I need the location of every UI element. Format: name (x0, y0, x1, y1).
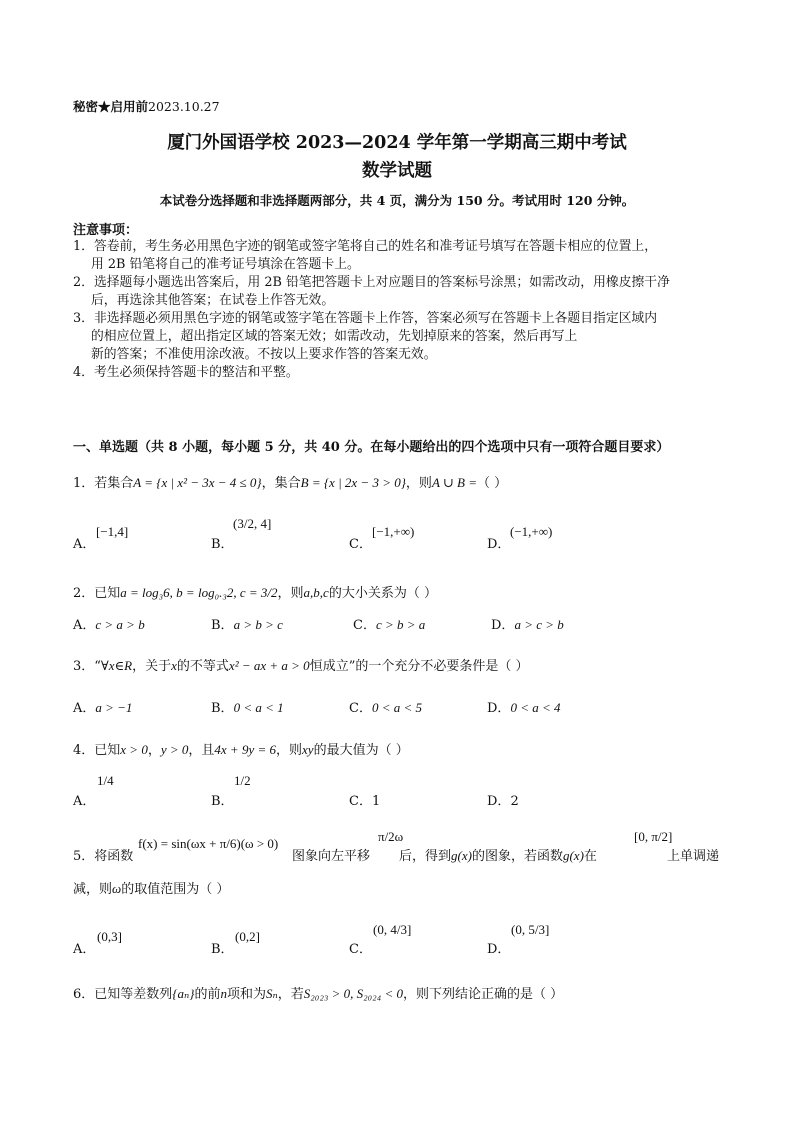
q-math: g(x) (562, 848, 584, 863)
q-text: 项和为 (226, 987, 266, 1002)
q-text: 恒成立”的一个充分不必要条件是（ ） (309, 659, 529, 674)
q-math: a,b,c (303, 585, 329, 600)
q-text: 6．已知等差数列 (73, 987, 173, 1002)
option-value: 2 (510, 794, 519, 809)
question-4 (73, 739, 409, 758)
question-2 (73, 582, 437, 601)
exam-title: 厦门外国语学校 2023—2024 学年第一学期高三期中考试 (167, 133, 627, 153)
notice-line: 2．选择题每小题选出答案后，用 2B 铅笔把答题卡上对应题目的答案标号涂黑；如需改动，用橡皮擦干净 (73, 275, 670, 290)
q5-shift: π/2ω (378, 829, 404, 844)
option-a-value: (0,3] (97, 929, 122, 944)
option-label: D． (487, 537, 511, 552)
q-text: 的最大值为（ ） (313, 743, 409, 758)
option-b-value: (0,2] (235, 929, 260, 944)
option-a (73, 614, 145, 633)
q-math: x² − ax + a > 0 (228, 658, 310, 673)
option-b-value: 1/2 (234, 773, 251, 788)
option-label: B． (211, 942, 234, 957)
option-label: A． (73, 794, 96, 809)
option-c-value: [−1,+∞) (372, 524, 415, 539)
q-math: S₂₀₂₃ > 0, S₂₀₂₄ < 0 (303, 986, 403, 1001)
secret-text: 秘密★启用前 (73, 99, 149, 114)
q-math: y > 0 (160, 742, 189, 757)
section-heading: 一、单选题（共 8 小题，每小题 5 分，共 40 分。在每小题给出的四个选项中只有一项符合题目要求） (73, 440, 670, 455)
notice-heading: 注意事项： (73, 223, 139, 238)
secret-label (73, 97, 220, 115)
option-label: A． (73, 942, 96, 957)
notice-line: 4．考生必须保持答题卡的整洁和平整。 (73, 365, 299, 380)
q-text: 上单调递 (667, 849, 720, 864)
q-text: 后，得到 (399, 849, 452, 864)
option-label: C． (349, 942, 372, 957)
option-label: A． (73, 537, 96, 552)
option-value: 0 < a < 1 (233, 700, 284, 715)
q-math: x (171, 658, 177, 673)
q-text: 图象向左平移 (292, 849, 371, 864)
q5-text-mono (667, 845, 719, 864)
option-label: B． (211, 537, 234, 552)
q-math: B = {x | 2x − 3 > 0} (300, 475, 406, 490)
exam-date: 2023.10.27 (148, 99, 220, 114)
notice-line: 1．答卷前，考生务必用黑色字迹的钢笔或签字笔将自己的姓名和准考证号填写在答题卡相应的位置上， (73, 239, 658, 254)
option-value: 0 < a < 5 (371, 700, 422, 715)
option-value: a > c > b (514, 617, 564, 632)
option-value: a > −1 (95, 700, 133, 715)
notice-line: 新的答案；不准使用涂改液。不按以上要求作答的答案无效。 (91, 347, 437, 362)
option-d (491, 614, 564, 633)
q-math: n (220, 986, 227, 1001)
q5-interval: [0, π/2] (634, 829, 673, 844)
q-text: 的取值范围为（ ） (121, 882, 230, 897)
q-math: g(x) (451, 848, 472, 863)
option-label: D． (487, 942, 511, 957)
option-c (349, 790, 380, 809)
option-a (73, 697, 132, 716)
option-b (211, 938, 234, 957)
q-text: ，则 (276, 743, 303, 758)
option-c (349, 697, 422, 716)
option-label: D． (487, 794, 511, 809)
option-c-value: (0, 4/3] (373, 922, 412, 937)
option-c (353, 614, 425, 633)
notice-item (73, 238, 733, 382)
q-text: ， (147, 743, 161, 758)
option-d (487, 938, 510, 957)
q5-text-shift (292, 845, 370, 864)
option-a (73, 533, 95, 552)
notice-line: 3．非选择题必须用黑色字迹的钢笔或签字笔在答题卡上作答，答案必须写在答题卡上各题目指定区域内 (73, 311, 658, 326)
option-label: B． (211, 794, 234, 809)
q-math: Sₙ (265, 986, 278, 1001)
option-a (73, 790, 95, 809)
question-6 (73, 983, 563, 1002)
option-d-value: (0, 5/3] (511, 922, 550, 937)
option-label: B． (211, 701, 234, 716)
option-d-value: (−1,+∞) (510, 524, 553, 539)
q-math: A ∪ B = (431, 475, 477, 490)
q-math: A = {x | x² − 3x − 4 ≤ 0} (133, 475, 262, 490)
option-label: A． (73, 618, 96, 633)
q-text: 减，则 (73, 882, 113, 897)
q-text: ，且 (188, 743, 215, 758)
notice-line: 的相应位置上，超出指定区域的答案无效；如需改动，先划掉原来的答案，然后再写上 (91, 329, 578, 344)
q-math: x > 0 (120, 742, 148, 757)
q-text: ，则下列结论正确的是（ ） (402, 987, 564, 1002)
q-math: ω (112, 881, 122, 896)
q-text: ，集合 (261, 476, 301, 491)
option-a-value: 1/4 (97, 773, 114, 788)
notice-line: 后，再选涂其他答案；在试卷上作答无效。 (91, 293, 335, 308)
option-value: c > a > b (95, 617, 145, 632)
q-text: 1．若集合 (73, 476, 134, 491)
option-label: B． (211, 618, 234, 633)
q-text: （ ） (477, 476, 508, 491)
option-b (211, 614, 283, 633)
q-text: ，若 (277, 987, 304, 1002)
option-value: 0 < a < 4 (510, 700, 561, 715)
q-text: 3．“ (73, 659, 101, 674)
q-math: 4x + 9y = 6 (214, 742, 276, 757)
option-c (349, 533, 372, 552)
notice-line: 用 2B 铅笔将自己的准考证号填涂在答题卡上。 (91, 257, 360, 272)
question-3 (73, 655, 528, 674)
q-text: 的大小关系为（ ） (328, 586, 437, 601)
exam-subject: 数学试题 (362, 161, 432, 181)
option-b (211, 533, 234, 552)
option-d (487, 790, 519, 809)
option-b (211, 697, 284, 716)
option-a (73, 938, 95, 957)
option-label: C． (349, 537, 372, 552)
exam-intro: 本试卷分选择题和非选择题两部分，共 4 页，满分为 150 分。考试用时 120 分钟。 (159, 193, 635, 208)
q-text: 的不等式 (176, 659, 229, 674)
option-d (487, 697, 560, 716)
option-value: c > b > a (375, 617, 426, 632)
q5-line2 (73, 878, 229, 897)
option-b-value: (3/2, 4] (233, 516, 272, 531)
option-value: 1 (371, 794, 381, 809)
q-text: 的前 (194, 987, 221, 1002)
q-text: 的图象，若函数 (471, 849, 563, 864)
q-text: ，关于 (132, 659, 172, 674)
q-text: 在 (583, 849, 597, 864)
option-label: D． (491, 618, 515, 633)
option-value: a > b > c (233, 617, 283, 632)
q-text: 2．已知 (73, 586, 121, 601)
q5-function: f(x) = sin(ωx + π/6)(ω > 0) (138, 836, 279, 851)
option-a-value: [−1,4] (96, 524, 129, 539)
question-5 (73, 845, 133, 864)
option-d (487, 533, 510, 552)
q-math: a = log₃6, b = log₀.₃2, c = 3/2 (120, 585, 278, 600)
option-b (211, 790, 234, 809)
q-text: 5．将函数 (73, 849, 134, 864)
question-1 (73, 472, 507, 491)
q-math: {aₙ} (172, 986, 195, 1001)
option-c (349, 938, 372, 957)
q5-text-get (399, 845, 597, 864)
q-text: ，则 (405, 476, 432, 491)
option-label: A． (73, 701, 96, 716)
option-label: C． (349, 701, 372, 716)
option-label: D． (487, 701, 511, 716)
q-math: xy (302, 742, 314, 757)
option-label: C． (349, 794, 372, 809)
q-text: 4．已知 (73, 743, 121, 758)
q-text: ，则 (277, 586, 304, 601)
option-label: C． (353, 618, 376, 633)
q-math: ∀x∈R (100, 658, 133, 673)
